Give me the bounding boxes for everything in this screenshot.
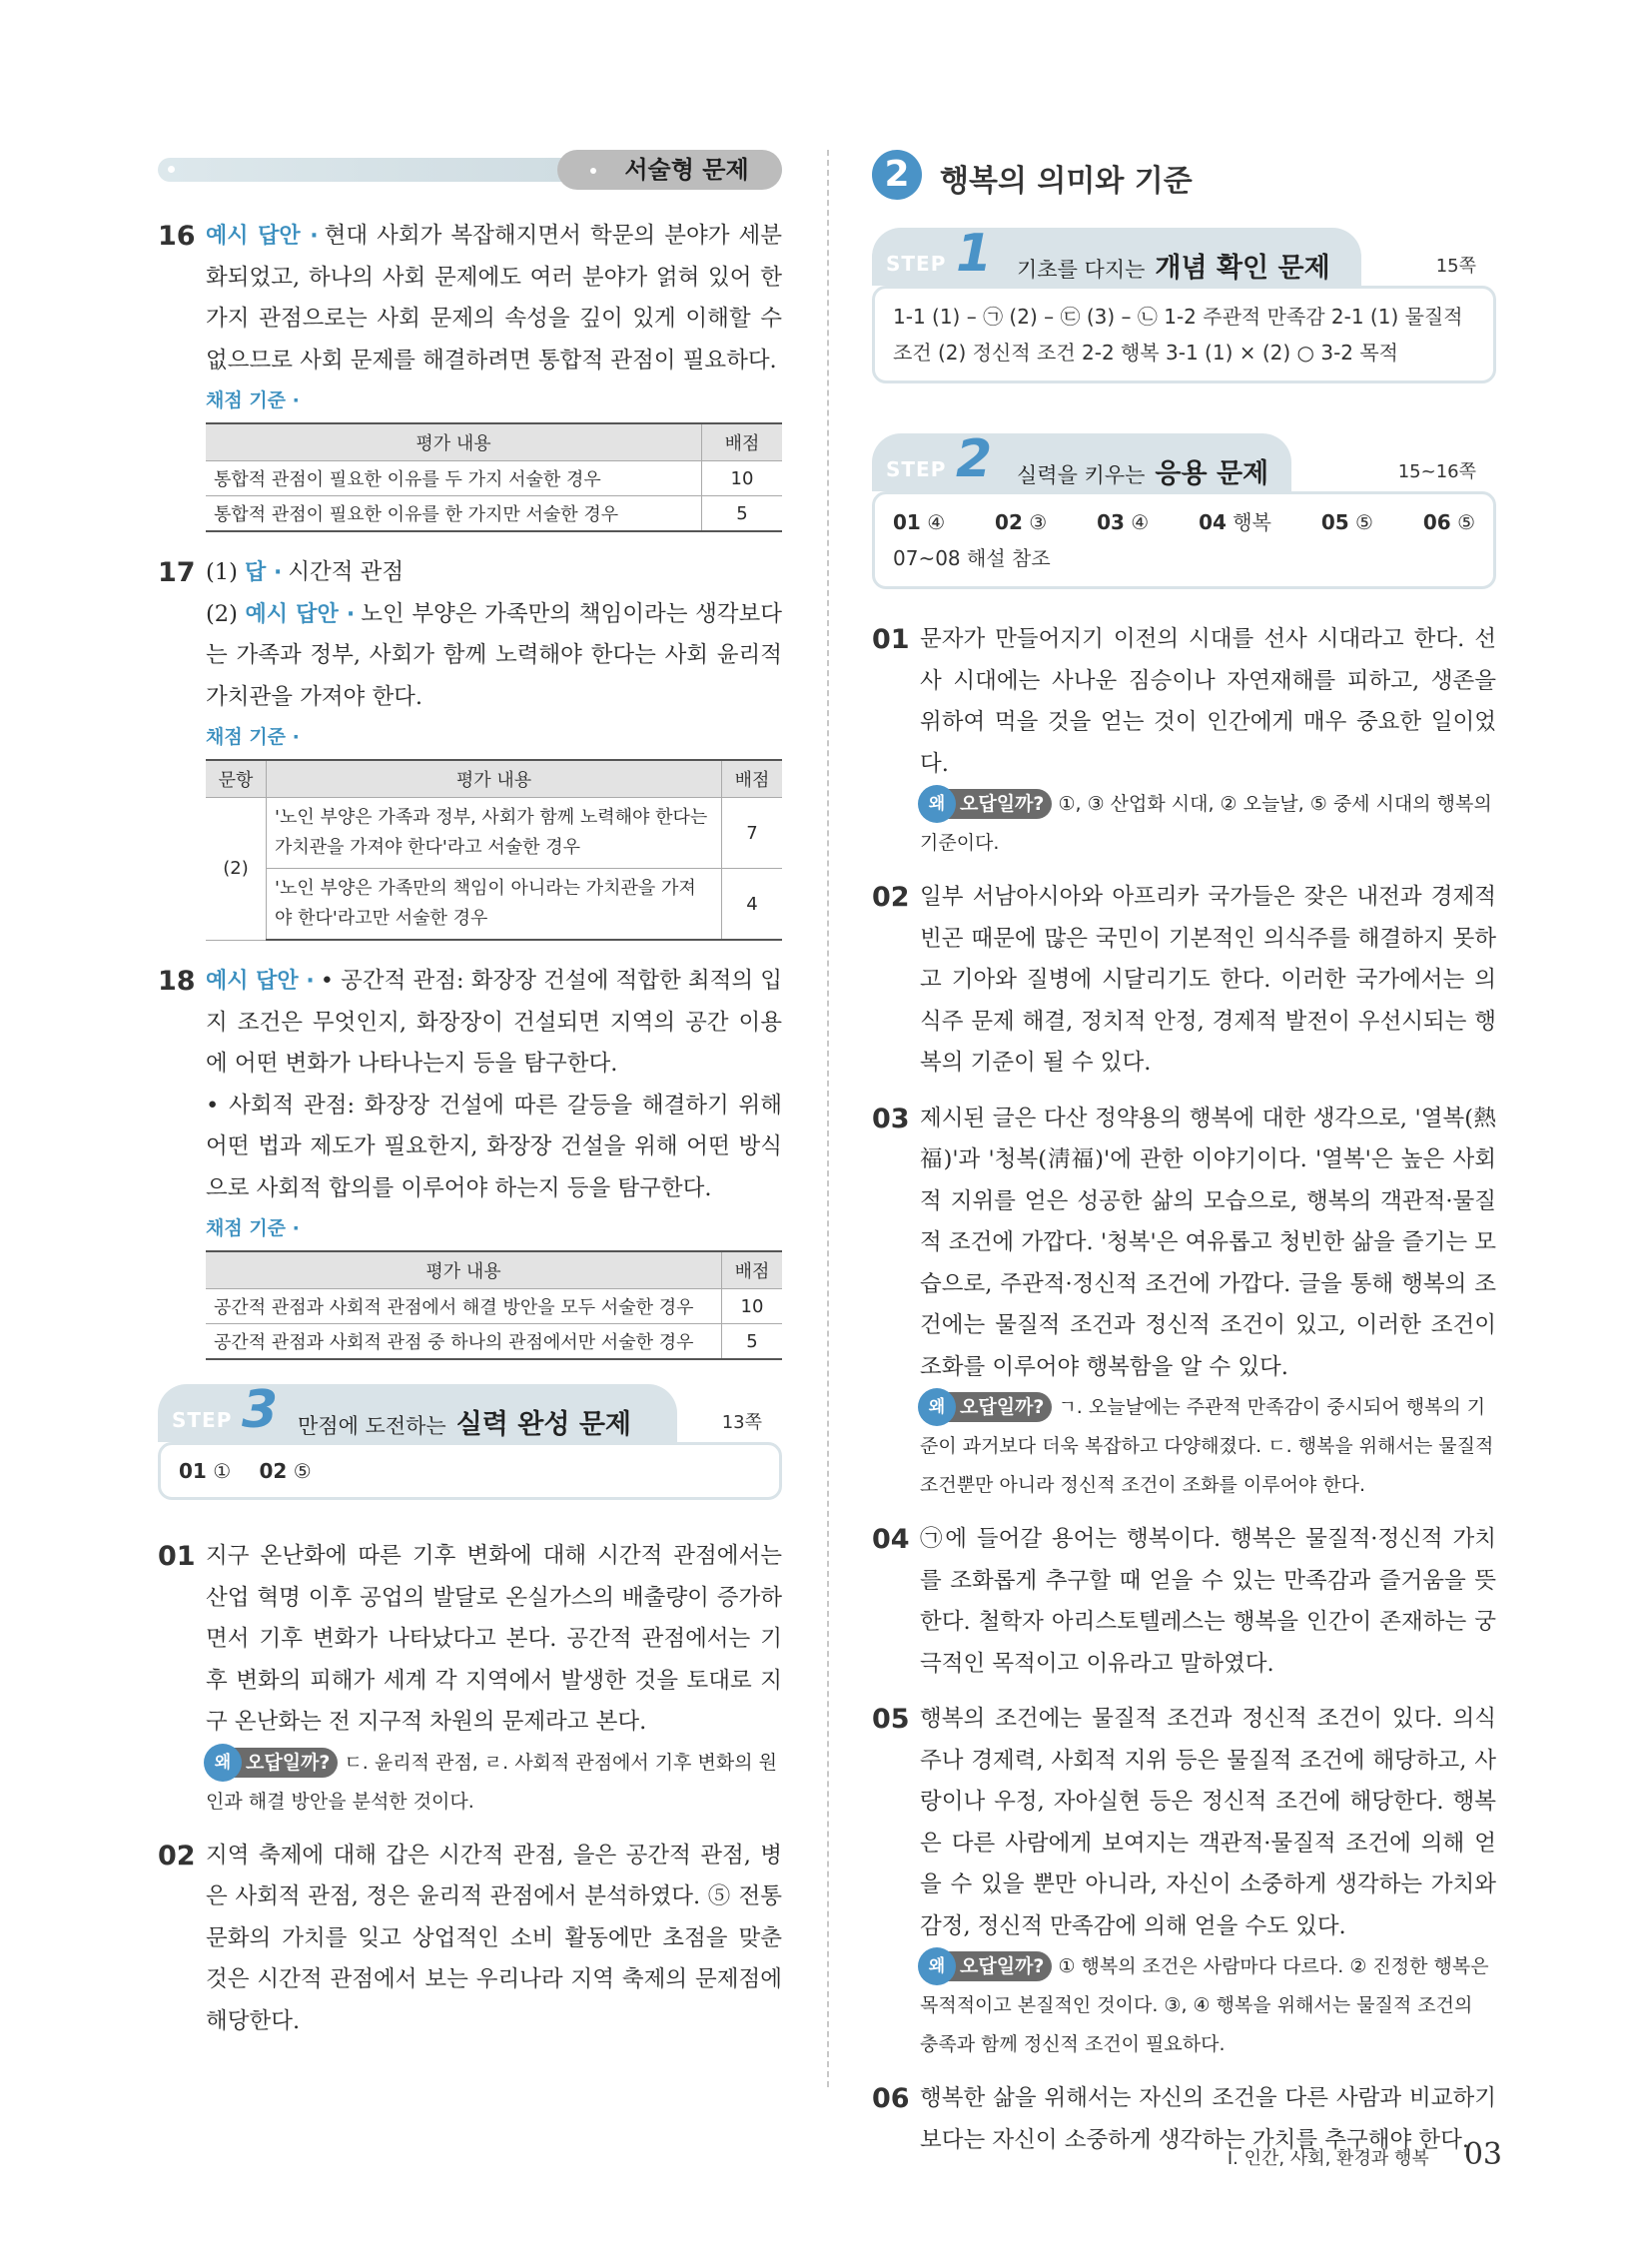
table-cell: 5 <box>702 496 783 532</box>
explanation-text: ㉠에 들어갈 용어는 행복이다. 행복은 물질적·정신적 가치를 조화롭게 추구할 때 얻을 수 있는 만족감과 즐거움을 뜻한다. 철학자 아리스토텔레스는 행복을 인간이 존재하는 궁극적인 목적이고 이유라고 말하였다. <box>920 1526 1496 1677</box>
answer-item: 05 ⑤ <box>1320 510 1373 534</box>
answer-value: ① <box>213 1459 232 1483</box>
step-number: 2 <box>956 429 993 489</box>
answer-text: • 사회적 관점: 화장장 건설에 따른 갈등을 해결하기 위해 어떤 법과 제도가 필요한지, 화장장 건설을 위해 어떤 방식으로 사회적 합의를 이루어야 하는지 등을 탐구한다. <box>206 1092 782 1201</box>
table-cell: (2) <box>206 798 267 941</box>
scoring-criteria-label: 채점 기준 · <box>206 389 300 411</box>
step-title: 응용 문제 <box>1155 458 1269 489</box>
wrong-answer-tag <box>206 1748 338 1778</box>
answer-text: • 공간적 관점: 화장장 건설에 적합한 최적의 입지 조건은 무엇인지, 화장장이 건설되면 지역의 공간 이용에 어떤 변화가 나타나는지 등을 탐구한다. <box>206 968 783 1077</box>
step2-explanation-02 <box>872 877 1496 1085</box>
answer-number: 01 <box>179 1459 207 1483</box>
table-header: 문항 <box>206 760 267 798</box>
wrong-answer-tag <box>920 1951 1052 1981</box>
answer-item: 02 ③ <box>995 510 1048 534</box>
answer-item: 01 ④ <box>893 510 946 534</box>
step-number: 1 <box>956 224 993 284</box>
section-tag: 서술형 문제 <box>557 150 782 190</box>
problem-number: 16 <box>158 221 196 252</box>
answer-number: 02 <box>259 1459 288 1483</box>
explanation-text: 행복한 삶을 위해서는 자신의 조건을 다른 사람과 비교하기보다는 자신이 소중하게 생각하는 가치를 추구해야 한다. <box>920 2085 1496 2153</box>
problem-number: 06 <box>872 2083 910 2114</box>
table-header: 평가 내용 <box>206 423 702 461</box>
answer-label: 예시 답안 · <box>206 224 319 249</box>
step2-explanation-01 <box>872 619 1496 863</box>
table-cell: 통합적 관점이 필요한 이유를 두 가지 서술한 경우 <box>206 461 702 496</box>
table-cell: 7 <box>722 798 783 869</box>
why-icon: 왜 <box>918 1947 956 1985</box>
step3-explanation-01 <box>158 1536 782 1822</box>
step3-header <box>158 1380 782 1442</box>
step-badge: STEP <box>886 457 947 481</box>
table-cell: 10 <box>722 1289 783 1324</box>
left-column <box>158 150 782 2056</box>
step1-answers <box>872 286 1496 383</box>
table-cell: 5 <box>722 1324 783 1360</box>
tag-label: 오답일까? <box>960 1396 1045 1418</box>
why-icon: 왜 <box>918 785 956 823</box>
wrong-answer-text: ㄱ. 오늘날에는 주관적 만족감이 중시되어 행복의 기준이 과거보다 더욱 복잡하고 다양해졌다. ㄷ. 행복을 위해서는 물질적 조건뿐만 아니라 정신적 조건이 조화를 이루어야 한다. <box>920 1396 1494 1496</box>
wrong-answer-tag <box>920 789 1052 819</box>
step3-explanation-02 <box>158 1836 782 2043</box>
answer-label: 예시 답안 · <box>206 969 315 994</box>
step2-explanation-04 <box>872 1519 1496 1685</box>
unit-number-icon: 2 <box>872 150 922 200</box>
answer-line: 조건 (2) 정신적 조건 2-2 행복 3-1 (1) × (2) ○ 3-2 목적 <box>893 341 1399 365</box>
table-cell: 4 <box>722 869 783 941</box>
problem-number: 02 <box>872 882 910 913</box>
problem-16 <box>158 216 782 532</box>
table-header: 평가 내용 <box>267 760 722 798</box>
chapter-title: Ⅰ. 인간, 사회, 환경과 행복 <box>1227 2148 1429 2169</box>
unit-header <box>872 150 1496 220</box>
step2-header <box>872 429 1496 491</box>
table-header: 평가 내용 <box>206 1251 722 1289</box>
answer-item: 04 행복 <box>1199 510 1271 534</box>
problem-number: 03 <box>872 1103 910 1134</box>
problem-number: 18 <box>158 966 196 997</box>
wrong-answer-text: ① 행복의 조건은 사람마다 다르다. ② 진정한 행복은 목적적이고 본질적인 것이다. ③, ④ 행복을 위해서는 물질적 조건의 충족과 함께 정신적 조건이 필요하다. <box>920 1955 1489 2055</box>
explanation-text: 제시된 글은 다산 정약용의 행복에 대한 생각으로, '열복(熱福)'과 '청복(淸福)'에 관한 이야기이다. '열복'은 높은 사회적 지위를 얻은 성공한 삶의 모습으로, 행복의 객관적·물질적 조건에 가깝다. '청복'은 여유롭고 청빈한 삶을 즐기는 모습으로, 주관적·정신적 조건에 가깝다. 글을 통해 행복의 조건에는 물질적 조건과 정신적 조건이 있고, 이러한 조건이 조화를 이루어야 행복함을 알 수 있다. <box>920 1105 1496 1380</box>
scoring-table <box>206 1250 782 1360</box>
step-number: 3 <box>242 1380 279 1440</box>
table-cell: 공간적 관점과 사회적 관점에서 해결 방안을 모두 서술한 경우 <box>206 1289 722 1324</box>
answer-row <box>893 504 1475 540</box>
step-subtitle: 기초를 다지는 <box>1017 258 1146 282</box>
step2-answers <box>872 491 1496 589</box>
table-header: 배점 <box>702 423 783 461</box>
step-badge: STEP <box>172 1408 233 1432</box>
step1-header <box>872 224 1496 286</box>
answer-text: 현대 사회가 복잡해지면서 학문의 분야가 세분화되었고, 하나의 사회 문제에도 여러 분야가 얽혀 있어 한 가지 관점으로는 사회 문제의 속성을 깊이 있게 이해할 수 없으므로 사회 문제를 해결하려면 통합적 관점이 필요하다. <box>206 223 783 374</box>
table-cell: 공간적 관점과 사회적 관점 중 하나의 관점에서만 서술한 경우 <box>206 1324 722 1360</box>
page-footer <box>1228 2137 1502 2172</box>
step-subtitle: 실력을 키우는 <box>1017 463 1146 487</box>
section-header <box>158 150 782 190</box>
scoring-table <box>206 422 782 532</box>
why-icon: 왜 <box>204 1744 242 1782</box>
answer-label: 답 · <box>245 560 283 585</box>
problem-number: 01 <box>158 1541 196 1572</box>
answer-item: 03 ④ <box>1097 510 1150 534</box>
scoring-table <box>206 759 782 941</box>
explanation-text: 지역 축제에 대해 갑은 시간적 관점, 을은 공간적 관점, 병은 사회적 관점, 정은 윤리적 관점에서 분석하였다. ⑤ 전통문화의 가치를 잊고 상업적인 소비 활동에만 초점을 맞춘 것은 시간적 관점에서 보는 우리나라 지역 축제의 문제점에 해당한다. <box>206 1842 782 2034</box>
table-cell: 통합적 관점이 필요한 이유를 한 가지만 서술한 경우 <box>206 496 702 532</box>
page-number: 03 <box>1463 2137 1502 2172</box>
explanation-text: 문자가 만들어지기 이전의 시대를 선사 시대라고 한다. 선사 시대에는 사나운 짐승이나 자연재해를 피하고, 생존을 위하여 먹을 것을 얻는 것이 인간에게 매우 중요한 일이었다. <box>920 626 1496 777</box>
right-column <box>872 150 1496 2175</box>
table-header: 배점 <box>722 1251 783 1289</box>
page-ref: 13쪽 <box>721 1412 762 1433</box>
unit-title: 행복의 의미와 기준 <box>940 164 1193 199</box>
problem-18 <box>158 961 782 1360</box>
answer-item: 06 ⑤ <box>1422 510 1475 534</box>
answer-line: 07~08 해설 참조 <box>893 546 1051 570</box>
why-icon: 왜 <box>918 1388 956 1426</box>
table-header: 배점 <box>722 760 783 798</box>
explanation-text: 행복의 조건에는 물질적 조건과 정신적 조건이 있다. 의식주나 경제력, 사회적 지위 등은 물질적 조건에 해당하고, 사랑이나 우정, 자아실현 등은 정신적 조건에 해당한다. 행복은 다른 사람에게 보여지는 객관적·물질적 조건에 의해 얻을 수 있을 뿐만 아니라, 자신이 소중하게 생각하는 가치와 감정, 정신적 만족감에 의해 얻을 수도 있다. <box>920 1706 1496 1939</box>
step-title: 실력 완성 문제 <box>455 1409 631 1440</box>
step-subtitle: 만점에 도전하는 <box>298 1414 446 1438</box>
explanation-text: 지구 온난화에 따른 기후 변화에 대해 시간적 관점에서는 산업 혁명 이후 공업의 발달로 온실가스의 배출량이 증가하면서 기후 변화가 나타났다고 본다. 공간적 관점에서는 기후 변화의 피해가 세계 각 지역에서 발생한 것을 토대로 지구 온난화는 전 지구적 차원의 문제라고 본다. <box>206 1543 782 1735</box>
explanation-text: 일부 서남아시아와 아프리카 국가들은 잦은 내전과 경제적 빈곤 때문에 많은 국민이 기본적인 의식주를 해결하지 못하고 기아와 질병에 시달리기도 한다. 이러한 국가에서는 의식주 문제 해결, 정치적 안정, 경제적 발전이 우선시되는 행복의 기준이 될 수 있다. <box>920 884 1496 1076</box>
wrong-answer-tag <box>920 1392 1052 1422</box>
table-cell: '노인 부양은 가족만의 책임이 아니라는 가치관을 가져야 한다'라고만 서술한 경우 <box>267 869 722 941</box>
answer-line: 1-1 (1) – ㉠ (2) – ㉢ (3) – ㉡ 1-2 주관적 만족감 2-1 (1) 물질적 <box>893 305 1463 329</box>
wrong-answer-text: ㄷ. 윤리적 관점, ㄹ. 사회적 관점에서 기후 변화의 원인과 해결 방안을 분석한 것이다. <box>206 1751 777 1813</box>
problem-number: 05 <box>872 1704 910 1735</box>
sub-number: (2) <box>206 600 238 627</box>
step3-answers <box>158 1442 782 1500</box>
tag-label: 오답일까? <box>960 793 1045 815</box>
answer-label: 예시 답안 · <box>245 601 356 627</box>
step2-explanation-03 <box>872 1099 1496 1506</box>
problem-number: 04 <box>872 1524 910 1555</box>
page-ref: 15~16쪽 <box>1397 461 1476 482</box>
problem-number: 01 <box>872 624 910 655</box>
step-title: 개념 확인 문제 <box>1155 253 1330 284</box>
column-divider <box>827 150 829 2087</box>
problem-17 <box>158 552 782 941</box>
scoring-criteria-label: 채점 기준 · <box>206 726 300 748</box>
page-ref: 15쪽 <box>1435 256 1476 277</box>
table-cell: 10 <box>702 461 783 496</box>
sub-number: (1) <box>206 559 238 585</box>
wrong-answer-text: ①, ③ 산업화 시대, ② 오늘날, ⑤ 중세 시대의 행복의 기준이다. <box>920 793 1492 854</box>
problem-number: 02 <box>158 1840 196 1871</box>
scoring-criteria-label: 채점 기준 · <box>206 1217 300 1239</box>
step-badge: STEP <box>886 252 947 276</box>
answer-text: 노인 부양은 가족만의 책임이라는 생각보다는 가족과 정부, 사회가 함께 노력해야 한다는 사회 윤리적 가치관을 가져야 한다. <box>206 600 783 710</box>
answer-text: 시간적 관점 <box>288 559 405 585</box>
answer-value: ⑤ <box>293 1459 312 1483</box>
problem-number: 17 <box>158 557 196 588</box>
step2-explanation-05 <box>872 1699 1496 2064</box>
tag-label: 오답일까? <box>960 1955 1045 1977</box>
tag-label: 오답일까? <box>246 1751 331 1774</box>
table-cell: '노인 부양은 가족과 정부, 사회가 함께 노력해야 한다는 가치관을 가져야 한다'라고 서술한 경우 <box>267 798 722 869</box>
